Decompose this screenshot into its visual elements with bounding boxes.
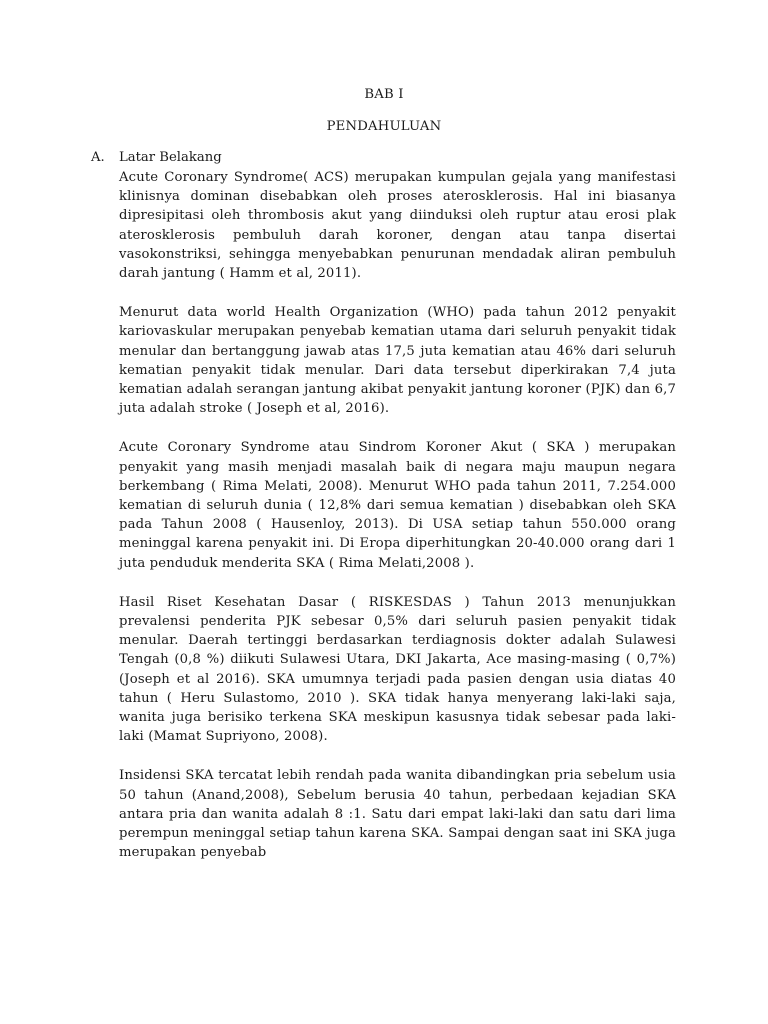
chapter-label: BAB I — [364, 87, 404, 102]
body-text — [119, 168, 676, 883]
section-heading: Latar Belakang — [119, 150, 222, 165]
paragraph-acs-definition: Acute Coronary Syndrome( ACS) merupakan kumpulan gejala yang manifestasi klinisnya dominan disebabkan oleh proses aterosklerosis. Hal ini biasanya dipresipitasi oleh thrombosis akut yang diinduksi oleh ruptur atau erosi plak aterosklerosis pembuluh darah koroner, dengan atau tanpa disertai vasokonstriksi, sehingga menyebabkan penurunan mendadak aliran pembuluh darah jantung ( Hamm et al, 2011). — [119, 170, 676, 282]
paragraph-ska-problem: Acute Coronary Syndrome atau Sindrom Koroner Akut ( SKA ) merupakan penyakit yang masih menjadi masalah baik di negara maju maupun negara berkembang ( Rima Melati, 2008). Menurut WHO pada tahun 2011, 7.254.000 kematian di seluruh dunia ( 12,8% dari semua kematian ) disebabkan oleh SKA pada Tahun 2008 ( Hausenloy, 2013). Di USA setiap tahun 550.000 orang meninggal karena penyakit ini. Di Eropa diperhitungkan 20-40.000 orang dari 1 juta penduduk menderita SKA ( Rima Melati,2008 ). — [119, 440, 676, 571]
paragraph-who-data: Menurut data world Health Organization (WHO) pada tahun 2012 penyakit kariovaskular merupakan penyebab kematian utama dari seluruh penyakit tidak menular dan bertanggung jawab atas 17,5 juta kematian atau 46% dari seluruh kematian penyakit tidak menular. Dari data tersebut diperkirakan 7,4 juta kematian adalah serangan jantung akibat penyakit jantung koroner (PJK) dan 6,7 juta adalah stroke ( Joseph et al, 2016). — [119, 305, 676, 417]
paragraph-riskesdas: Hasil Riset Kesehatan Dasar ( RISKESDAS ) Tahun 2013 menunjukkan prevalensi penderita PJK sebesar 0,5% dari seluruh pasien penyakit tidak menular. Daerah tertinggi berdasarkan terdiagnosis dokter adalah Sulawesi Tengah (0,8 %) diikuti Sulawesi Utara, DKI Jakarta, Ace masing-masing ( 0,7%) (Joseph et al 2016). SKA umumnya terjadi pada pasien dengan usia diatas 40 tahun ( Heru Sulastomo, 2010 ). SKA tidak hanya menyerang laki-laki saja, wanita juga berisiko terkena SKA meskipun kasusnya tidak sebesar pada laki-laki (Mamat Supriyono, 2008). — [119, 594, 676, 745]
section-marker: A. — [91, 150, 105, 165]
paragraph-incidence: Insidensi SKA tercatat lebih rendah pada wanita dibandingkan pria sebelum usia 50 tahun (Anand,2008), Sebelum berusia 40 tahun, perbedaan kejadian SKA antara pria dan wanita adalah 8 :1. Satu dari empat laki-laki dan satu dari lima perempun meninggal setiap tahun karena SKA. Sampai dengan saat ini SKA juga merupakan penyebab — [119, 768, 676, 861]
chapter-title: PENDAHULUAN — [326, 119, 442, 134]
